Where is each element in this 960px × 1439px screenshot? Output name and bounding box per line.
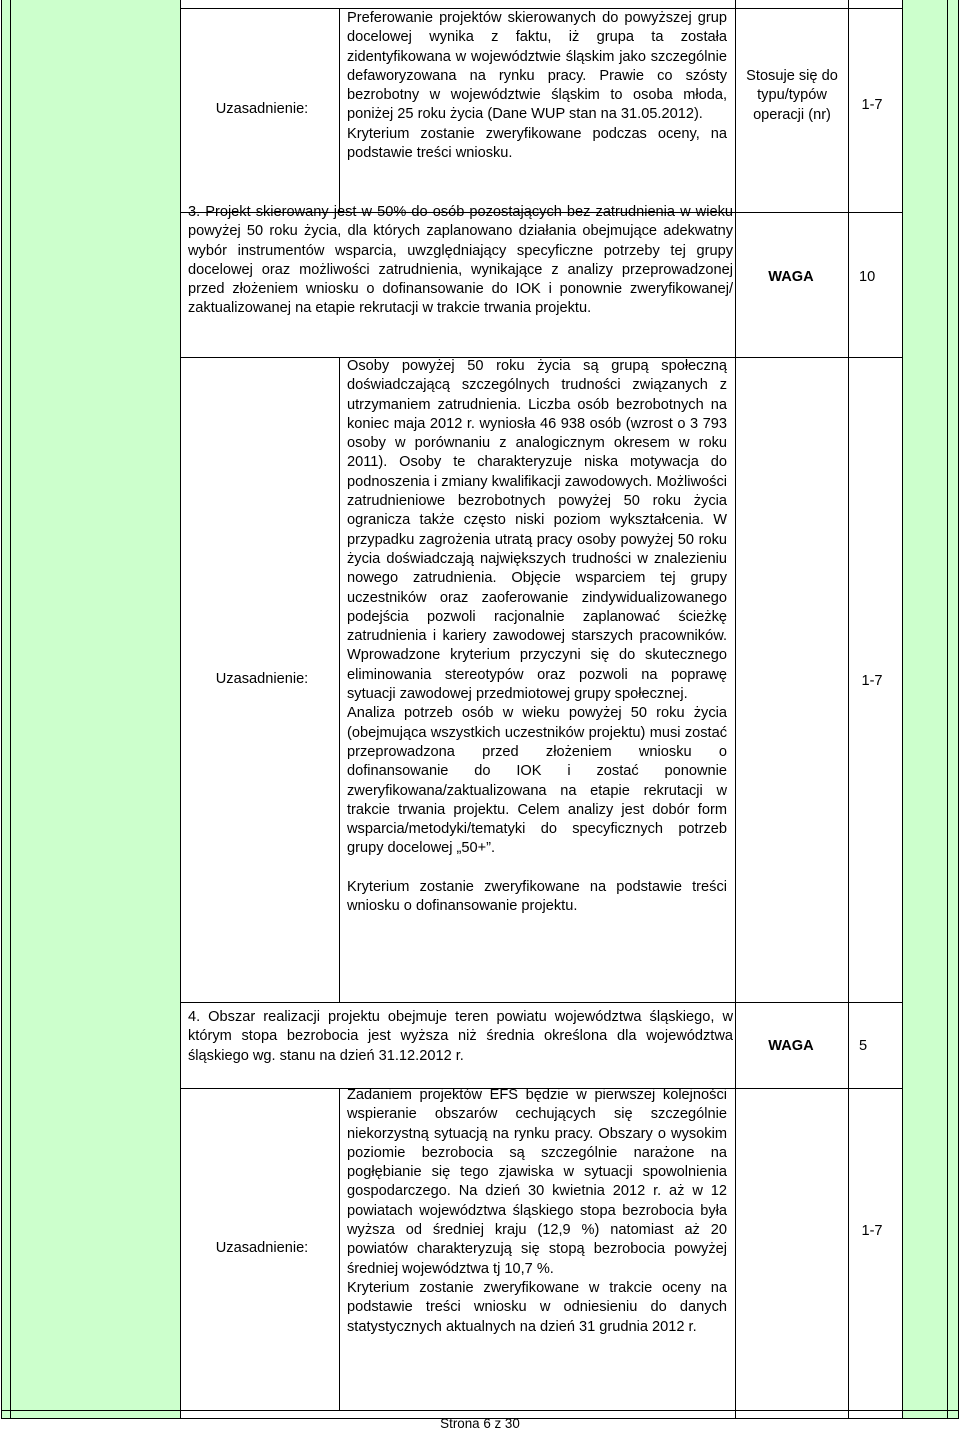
- right-margin-fill: [902, 0, 958, 1418]
- border-outer-right: [958, 0, 959, 1418]
- justification-paragraph: Zadaniem projektów EFS będzie w pierwszej kolejności wspieranie obszarów cechujących się szczególnie niekorzystną sytuacją na rynku pracy. Obszary o wysokim poziomie bezrobocia są szczególnie narażone na pogłębianie się tego zjawiska w sytuacji spowolnienia gospodarczego. Na dzień 30 kwietnia 2012 r. aż w 12 powiatach województwa śląskiego stopa bezrobocia była wyższa od średniej kraju (12,9 %) natomiast aż 20 powiatów charakteryzują się stopą bezrobocia powyżej średniej województwa tj 10,7 %.: [347, 1087, 727, 1277]
- justification-text: [347, 357, 727, 916]
- border-label-col: [339, 1088, 340, 1410]
- justification-label: Uzasadnienie:: [215, 101, 309, 118]
- border-right-2: [947, 0, 948, 1418]
- justification-paragraph: Kryterium zostanie zweryfikowane podczas oceny, na podstawie treści wniosku.: [347, 125, 727, 162]
- weight-value: 5: [859, 1038, 868, 1054]
- weight-value: 10: [859, 269, 876, 285]
- border-bottom: [1, 1410, 959, 1411]
- weight-criterion-3: [735, 268, 875, 287]
- operation-range: 1-7: [861, 673, 883, 689]
- justification-paragraph: Kryterium zostanie zweryfikowane na podstawie treści wniosku o dofinansowanie projektu.: [347, 878, 727, 915]
- applies-to-label: Stosuje się do typu/typów operacji (nr): [746, 68, 838, 123]
- justification-label: Uzasadnienie:: [215, 1240, 309, 1257]
- border-label-col: [339, 357, 340, 1002]
- justification-text: [347, 9, 727, 163]
- justification-paragraph: Analiza potrzeb osób w wieku powyżej 50 roku życia (obejmująca wszystkich uczestników projektu) musi zostać przeprowadzona przed złożeniem wniosku o dofinansowanie do IOK i zostać ponownie zweryfikowana/zaktualizowana na etapie rekrutacji w trakcie trwania projektu. Celem analizy jest dobór form wsparcia/metodyki/tematyki do specyficznych potrzeb grupy docelowej „50+”.: [347, 705, 727, 857]
- page-number: Strona 6 z 30: [440, 1416, 520, 1431]
- justification-paragraph: Preferowanie projektów skierowanych do powyższej grup docelowej wynika z faktu, iż grupa ta została zidentyfikowana w województwie śląskim jako szczególnie defaworyzowana na rynku pracy. Prawie co szósty bezrobotny w województwie śląskim to osoba młoda, poniżej 25 roku życia (Dane WUP stan na 31.05.2012).: [347, 10, 727, 123]
- weight-criterion-4: [735, 1037, 867, 1056]
- weight-label: WAGA: [768, 1038, 814, 1054]
- border-right-3: [902, 0, 903, 1418]
- operation-range: 1-7: [861, 97, 883, 113]
- weight-label: WAGA: [768, 269, 814, 285]
- operation-range: 1-7: [861, 1223, 883, 1239]
- border-left-2: [10, 0, 11, 1418]
- criterion-3: 3. Projekt skierowany jest w 50% do osób pozostających bez zatrudnienia w wieku powyżej 50 roku życia, dla których zaplanowano działania obejmujące adekwatny wybór instrumentów wsparcia, uwzględniający specyficzne potrzeby tej grupy docelowej oraz możliwości zatrudnienia, wynikające z analizy przeprowadzonej przed złożeniem wniosku o dofinansowanie do IOK i ponownie zweryfikowanej/ zaktualizowanej na etapie rekrutacji w trakcie trwania projektu.: [188, 204, 733, 317]
- justification-label: Uzasadnienie:: [215, 670, 309, 687]
- justification-paragraph: Kryterium zostanie zweryfikowane w trakcie oceny na podstawie treści wniosku w odniesieniu do danych statystycznych aktualnych na dzień 31 grudnia 2012 r.: [347, 1279, 727, 1335]
- left-margin-fill: [2, 0, 180, 1418]
- border-outer-left: [1, 0, 2, 1418]
- justification-paragraph: Osoby powyżej 50 roku życia są grupą społeczną doświadczającą szczególnych trudności związanych z utrzymaniem zatrudnienia. Liczba osób bezrobotnych na koniec maja 2012 r. wyniosła 46 938 osób (wzrost o 3 793 osoby w porównaniu z analogicznym okresem w roku 2011). Osoby te charakteryzuje niska motywacja do podnoszenia i zmiany kwalifikacji zawodowych. Możliwości zatrudnieniowe bezrobotnych powyżej 50 roku życia ogranicza także często niski poziom wykształcenia. W przypadku zagrożenia utratą pracy osoby powyżej 50 roku życia doświadczają największych trudności w znalezieniu nowego zatrudnienia. Objęcie wsparciem tej grupy uczestników oraz zaoferowanie zindywidualizowanego podejścia pozwoli racjonalnie zaplanować ścieżkę zatrudnienia i kariery zawodowej starszych pracowników. Wprowadzone kryterium przyczyni się do skutecznego eliminowania stereotypów oraz pozwoli na poprawę sytuacji zawodowej przedmiotowej grupy społecznej.: [347, 358, 727, 703]
- justification-text: [347, 1086, 727, 1337]
- border-label-col: [339, 8, 340, 212]
- border-row: [180, 1002, 902, 1003]
- criterion-4: 4. Obszar realizacji projektu obejmuje teren powiatu województwa śląskiego, w którym stopa bezrobocia jest wyższa niż średnia określona dla województwa śląskiego wg. stanu na dzień 31.12.2012 r.: [188, 1009, 733, 1064]
